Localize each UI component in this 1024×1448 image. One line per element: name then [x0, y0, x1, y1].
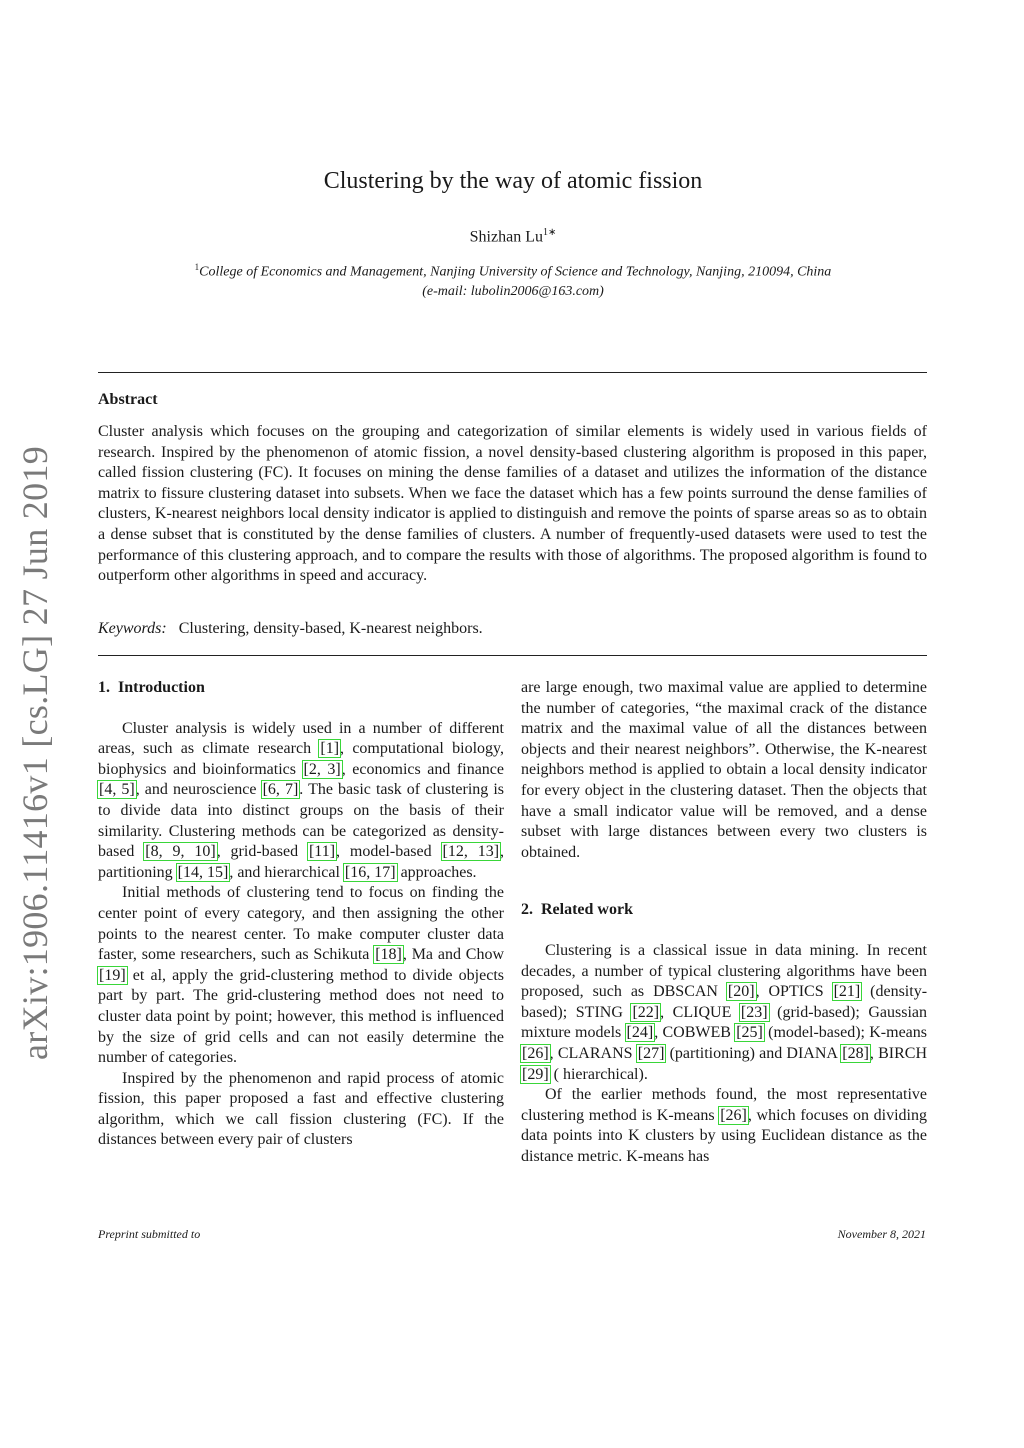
citation-link[interactable]: [26]	[720, 1106, 747, 1124]
paragraph-text: , and neuroscience	[135, 781, 262, 799]
citation-link[interactable]: [12, 13]	[442, 843, 500, 861]
section-number: 2.	[521, 901, 533, 919]
citation-link[interactable]: [1]	[320, 740, 340, 758]
affiliation-email: (e-mail: lubolin2006@163.com)	[422, 283, 604, 299]
affiliation	[100, 258, 926, 301]
citation-link[interactable]: [2, 3]	[303, 760, 341, 778]
citation-link[interactable]: [23]	[740, 1003, 768, 1021]
paragraph-text: , computational biology, biophysics and bioinformatics	[98, 740, 505, 778]
footer-date: November 8, 2021	[837, 1227, 926, 1241]
citation-link[interactable]: [29]	[522, 1065, 549, 1083]
intro-paragraph-2	[98, 883, 504, 1068]
paragraph-text: , economics and finance	[341, 760, 505, 778]
arxiv-identifier-stamp: arXiv:1906.11416v1 [cs.LG] 27 Jun 2019	[15, 446, 55, 1060]
keywords-label: Keywords:	[98, 620, 167, 637]
intro-paragraph-1	[98, 719, 504, 884]
section-title: Related work	[541, 901, 633, 919]
citation-link[interactable]: [25]	[736, 1024, 763, 1042]
paragraph-text: , BIRCH	[869, 1044, 927, 1062]
paragraph-text: , grid-based	[216, 843, 308, 861]
section-title: Introduction	[118, 679, 205, 696]
paragraph-text: (partitioning) and DIANA	[665, 1044, 842, 1062]
paragraph-text: Clustering is a classical issue in data mining. In recent decades, a number of typical clustering algorithms have been proposed, such as DBSCAN	[521, 941, 927, 1001]
section-number: 1.	[98, 679, 110, 696]
intro-paragraph-3: Inspired by the phenomenon and rapid process of atomic fission, this paper proposed a fast and effective clustering algorithm, which we call fission clustering (FC). If the distances between every pair of clusters	[98, 1069, 504, 1149]
citation-link[interactable]: [26]	[522, 1044, 549, 1062]
paragraph-text: ( hierarchical).	[549, 1065, 648, 1083]
paragraph-text: , CLARANS	[549, 1044, 637, 1062]
footer-preprint-note: Preprint submitted to	[98, 1227, 201, 1241]
related-paragraph-2	[521, 1085, 927, 1167]
paper-title: Clustering by the way of atomic fission	[323, 168, 703, 194]
citation-link[interactable]: [28]	[842, 1044, 869, 1062]
abstract-bottom-rule	[98, 655, 927, 656]
author-line	[100, 227, 926, 246]
left-column	[98, 678, 504, 1151]
intro-paragraph-3-continued: are large enough, two maximal value are applied to determine the number of categories, “the maximal crack of the distance matrix and the maximal value of all the distances between objects and their nearest neighbors”. Otherwise, the K-nearest neighbors method is applied to obtain a local density indicator for every object in the clustering dataset. Then the objects that have a small indicator value will be removed, and a dense subset with large distances between every two clusters is obtained.	[521, 679, 927, 861]
abstract-top-rule	[98, 372, 927, 373]
paragraph-text: Cluster analysis is widely used in a number of different areas, such as climate research	[98, 719, 504, 758]
paragraph-text: (model-based); K-means	[763, 1024, 927, 1042]
affiliation-text: College of Economics and Management, Nanjing University of Science and Technology, Nanjing, 210094, China	[199, 264, 832, 280]
section-heading-related-work	[521, 900, 927, 921]
related-paragraph-1	[521, 941, 927, 1085]
citation-link[interactable]: [21]	[833, 983, 861, 1001]
citation-link[interactable]: [20]	[727, 983, 755, 1001]
right-column	[521, 678, 927, 1167]
paragraph-text: (grid-based); Gaussian mixture models	[521, 1003, 927, 1042]
citation-link[interactable]: [8, 9, 10]	[145, 843, 216, 861]
affiliation-superscript: 1	[194, 262, 200, 272]
author-name: Shizhan Lu	[469, 228, 543, 246]
section-heading-introduction	[98, 678, 504, 699]
citation-link[interactable]: [6, 7]	[262, 781, 299, 799]
paragraph-text: , Ma and Chow	[402, 946, 505, 964]
citation-link[interactable]: [22]	[632, 1003, 660, 1021]
paragraph-text: , model-based	[336, 843, 442, 861]
paragraph-text: Of the earlier methods found, the most representative clustering method is K-means	[521, 1086, 927, 1124]
affiliation-line-1	[100, 258, 926, 282]
keywords-text: Clustering, density-based, K-nearest neighbors.	[178, 620, 483, 637]
citation-link[interactable]: [19]	[99, 966, 126, 984]
citation-link[interactable]: [16, 17]	[344, 863, 396, 881]
paragraph-text: (density-based); STING	[521, 983, 928, 1021]
citation-link[interactable]: [18]	[375, 946, 402, 964]
paragraph-text: Initial methods of clustering tend to focus on finding the center point of every category, and then assigning the other points to the nearest center. To make computer cluster data faster, some researchers, such as Schikuta	[98, 884, 504, 964]
paragraph-text: , and hierarchical	[229, 863, 344, 881]
paragraph-text: , which focuses on dividing data points into K clusters by using Euclidean distance as the distance metric. K-means has	[521, 1106, 927, 1165]
paragraph-text: , OPTICS	[755, 983, 833, 1001]
citation-link[interactable]: [14, 15]	[177, 863, 229, 881]
paragraph-text: , partitioning	[98, 843, 505, 881]
paragraph-text: , CLIQUE	[660, 1003, 740, 1021]
citation-link[interactable]: [27]	[637, 1044, 665, 1062]
author-superscript: 1∗	[542, 227, 557, 238]
abstract-heading: Abstract	[98, 391, 158, 408]
citation-link[interactable]: [11]	[308, 843, 336, 861]
citation-link[interactable]: [4, 5]	[99, 781, 135, 799]
paragraph-text: et al, apply the grid-clustering method to divide objects part by part. The grid-clustering method does not need to cluster data point by point; however, this method is influenced by the size of grid cells and can not easily determine the number of categories.	[98, 966, 504, 1067]
paragraph-text: . The basic task of clustering is to divide data into distinct groups on the basis of their similarity. Clustering methods can be categorized as density-based	[98, 781, 505, 861]
abstract-body: Cluster analysis which focuses on the grouping and categorization of similar elements is widely used in various fields of research. Inspired by the phenomenon of atomic fission, a novel density-based clustering algorithm is proposed in this paper, called fission clustering (FC). It focuses on mining the dense families of a dataset and utilizes the information of the distance matrix to fissure clustering dataset into subsets. When we face the dataset which has a few points surround the dense families of clusters, K-nearest neighbors local density indicator is applied to distinguish and remove the points of sparse areas so as to obtain a dense subset that is constituted by the dense families of clusters. A number of frequently-used datasets were used to test the performance of this clustering approach, and to compare the results with those of algorithms. The proposed algorithm is found to outperform other algorithms in speed and accuracy.	[98, 423, 927, 585]
citation-link[interactable]: [24]	[626, 1024, 654, 1042]
paragraph-text: approaches.	[396, 863, 477, 881]
paragraph-text: , COBWEB	[654, 1024, 736, 1042]
section-gap	[521, 863, 927, 900]
keywords-line	[98, 620, 483, 638]
